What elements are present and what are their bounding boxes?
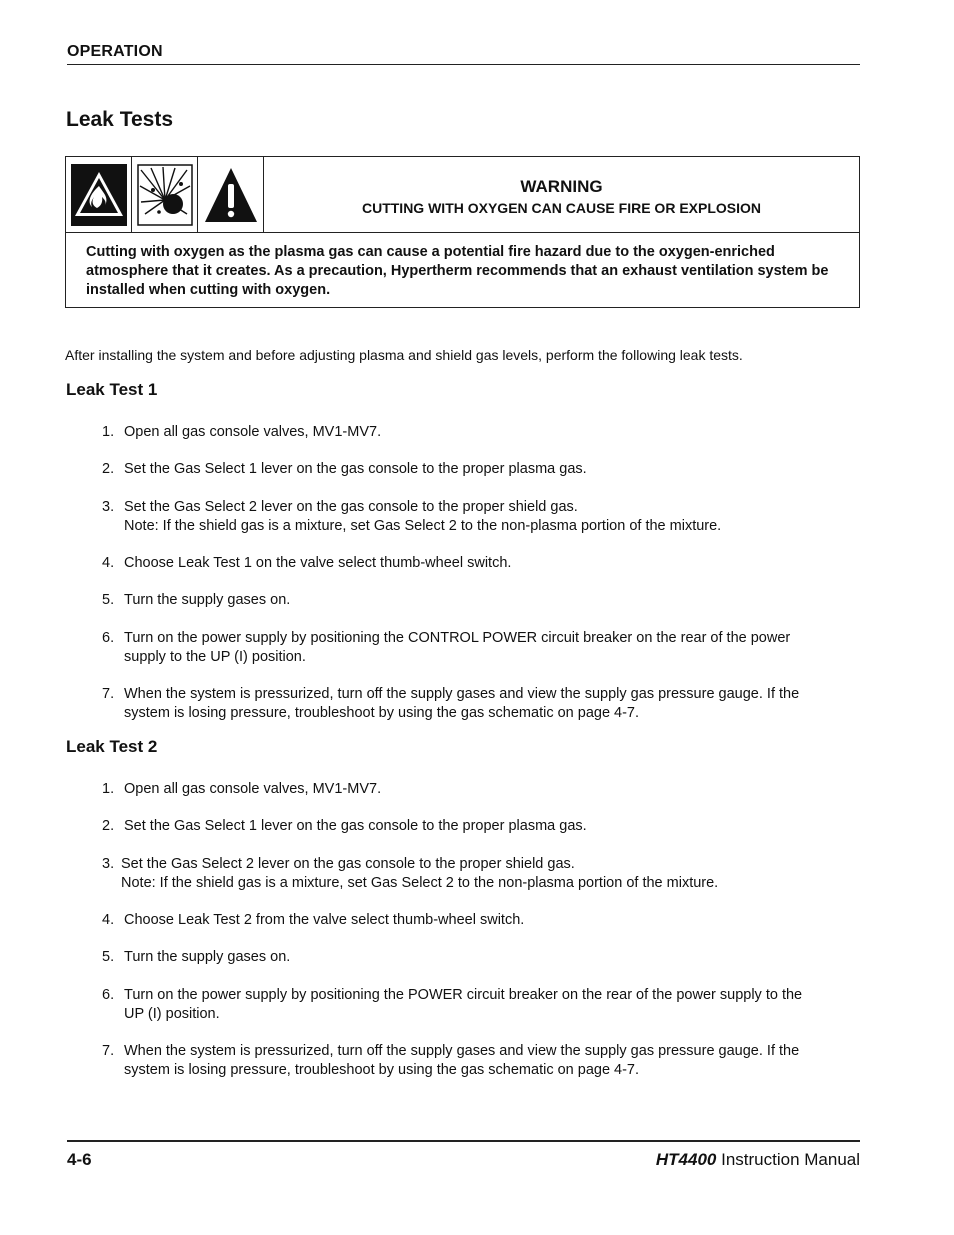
leak-test-1-heading: Leak Test 1 (66, 380, 158, 399)
warning-body: Cutting with oxygen as the plasma gas can cause a potential fire hazard due to the oxygen-enriched atmosphere that it creates. As a precaution, Hypertherm recommends that an exhaust ventilation system be installed when cutting with oxygen. (86, 244, 829, 298)
list-item: 5. Turn the supply gases on. (102, 592, 291, 608)
list-item: 1. Open all gas console valves, MV1-MV7. (102, 781, 382, 797)
list-item: 7. When the system is pressurized, turn off the supply gases and view the supply gas pressure gauge. If the system is losing pressure, troubleshoot by using the gas schematic on page 4-7. (102, 686, 800, 721)
list-item: 3. Set the Gas Select 2 lever on the gas console to the proper shield gas. Note: If the shield gas is a mixture, set Gas Select 2 to the non-plasma portion of the mixture. (102, 498, 862, 535)
list-item: 7. When the system is pressurized, turn off the supply gases and view the supply gas pressure gauge. If the system is losing pressure, troubleshoot by using the gas schematic on page 4-7. (102, 1043, 800, 1078)
footer-rule (67, 1140, 860, 1142)
list-item: 6. Turn on the power supply by positioning the CONTROL POWER circuit breaker on the rear of the power supply to the UP (I) position. (102, 630, 791, 665)
list-item: 4. Choose Leak Test 2 from the valve select thumb-wheel switch. (102, 912, 525, 928)
warning-box (65, 156, 860, 308)
page-number: 4-6 (67, 1150, 92, 1169)
manual-label: Instruction Manual (721, 1150, 860, 1169)
intro-paragraph: After installing the system and before adjusting plasma and shield gas levels, perform the following leak tests. (65, 347, 743, 363)
list-item: 2. Set the Gas Select 1 lever on the gas console to the proper plasma gas. (102, 818, 587, 834)
section-header (67, 43, 860, 65)
list-item: 1. Open all gas console valves, MV1-MV7. (102, 424, 382, 440)
model-name: HT4400 (655, 1150, 717, 1169)
list-item: 6. Turn on the power supply by positioning the POWER circuit breaker on the rear of the power supply to the UP (I) position. (102, 987, 803, 1022)
warning-heading: WARNING (520, 177, 603, 196)
warning-header-row (66, 157, 859, 233)
list-item: 4. Choose Leak Test 1 on the valve select thumb-wheel switch. (102, 555, 512, 571)
leak-test-2-heading: Leak Test 2 (66, 737, 158, 756)
warning-subheading: CUTTING WITH OXYGEN CAN CAUSE FIRE OR EXPLOSION (361, 200, 762, 216)
warning-heading-cell (264, 157, 859, 232)
list-item: 5. Turn the supply gases on. (102, 949, 291, 965)
exclamation-warning-icon (198, 157, 264, 232)
manual-title (656, 1150, 860, 1170)
list-item: 2. Set the Gas Select 1 lever on the gas console to the proper plasma gas. (102, 461, 587, 477)
list-item: 3. Set the Gas Select 2 lever on the gas console to the proper shield gas. Note: If the shield gas is a mixture, set Gas Select 2 to the non-plasma portion of the mixture. (102, 855, 862, 892)
fire-hazard-icon (66, 157, 132, 232)
page-title: Leak Tests (66, 108, 173, 131)
step-note: Note: If the shield gas is a mixture, set Gas Select 2 to the non-plasma portion of the mixture. (121, 874, 719, 891)
section-label: OPERATION (67, 43, 163, 60)
explosion-hazard-icon (132, 157, 198, 232)
step-note: Note: If the shield gas is a mixture, set Gas Select 2 to the non-plasma portion of the mixture. (124, 517, 722, 534)
